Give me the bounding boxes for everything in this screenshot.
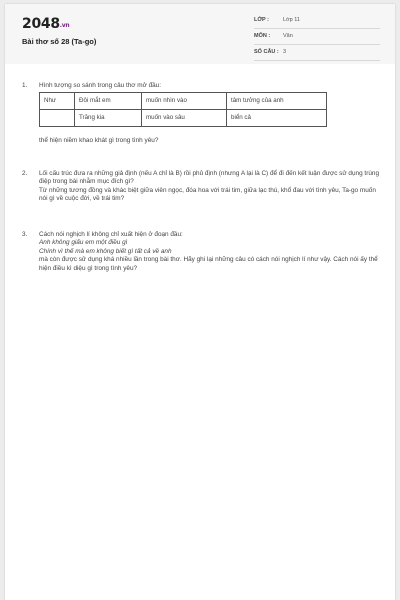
question-text: thể hiện niềm khao khát gì trong tình yêu? <box>39 137 159 144</box>
table-cell: biển cả <box>227 110 327 127</box>
table-row <box>40 110 327 127</box>
comparison-table <box>39 92 327 127</box>
question-1 <box>22 82 382 162</box>
meta-class-label: LỚP : <box>254 17 269 23</box>
table-cell: Đôi mắt em <box>75 93 142 110</box>
question-body <box>39 170 379 204</box>
table-cell: Trăng kia <box>75 110 142 127</box>
meta-subject-label: MÔN : <box>254 33 271 39</box>
table-cell: muốn nhìn vào <box>142 93 227 110</box>
meta-count-label: SỐ CÂU : <box>254 49 279 55</box>
question-number: 3. <box>22 231 28 238</box>
question-intro: Hình tượng so sánh trong câu thơ mở đầu: <box>39 82 162 89</box>
meta-count-row <box>254 48 380 61</box>
worksheet-header <box>5 4 395 64</box>
question-text: Từ những tương đồng và khác biệt giữa viên ngọc, đóa hoa với trái tim, giữa lạc thú, khổ đau với tình yêu, Ta-go muốn nói gì về cuộc đời, về trái tim? <box>39 186 376 203</box>
question-2 <box>22 170 382 220</box>
poem-quote-line: Chính vì thế mà em không biết gì tất cả về anh <box>39 247 172 255</box>
site-logo[interactable] <box>22 16 69 32</box>
meta-subject-value: Văn <box>283 33 293 39</box>
poem-quote-line: Anh không giấu em một điều gì <box>39 239 128 247</box>
meta-count-value: 3 <box>283 49 287 55</box>
logo-suffix: .vn <box>59 22 70 29</box>
question-number: 1. <box>22 82 28 89</box>
question-text: Lối cấu trúc đưa ra những giả định (nếu A chỉ là B) rồi phủ định (nhưng A lại là C) để đi đến kết luận được sử dụng trùng điệp trong bài nhằm mục đích gì? <box>39 170 379 186</box>
table-cell <box>40 110 75 127</box>
question-body <box>39 231 379 273</box>
question-intro: Cách nói nghịch lí không chỉ xuất hiện ở đoạn đầu: <box>39 231 183 238</box>
meta-class-row <box>254 16 380 29</box>
table-cell: Như <box>40 93 75 110</box>
question-3 <box>22 231 382 291</box>
logo-text: 2048 <box>22 16 60 32</box>
page-title: Bài thơ số 28 (Ta-go) <box>22 37 97 46</box>
table-cell: muốn vào sâu <box>142 110 227 127</box>
table-row <box>40 93 327 110</box>
meta-class-value: Lớp 11 <box>283 17 300 23</box>
question-number: 2. <box>22 170 28 177</box>
meta-subject-row <box>254 32 380 45</box>
table-cell: tâm tưởng của anh <box>227 93 327 110</box>
worksheet <box>5 4 395 600</box>
question-text: mà còn được sử dụng khá nhiều lần trong bài thơ. Hãy ghi lại những câu có cách nói nghịch lí như vậy. Cách nói ấy thể hiện điều kì diệu gì trong tình yêu? <box>39 256 378 272</box>
